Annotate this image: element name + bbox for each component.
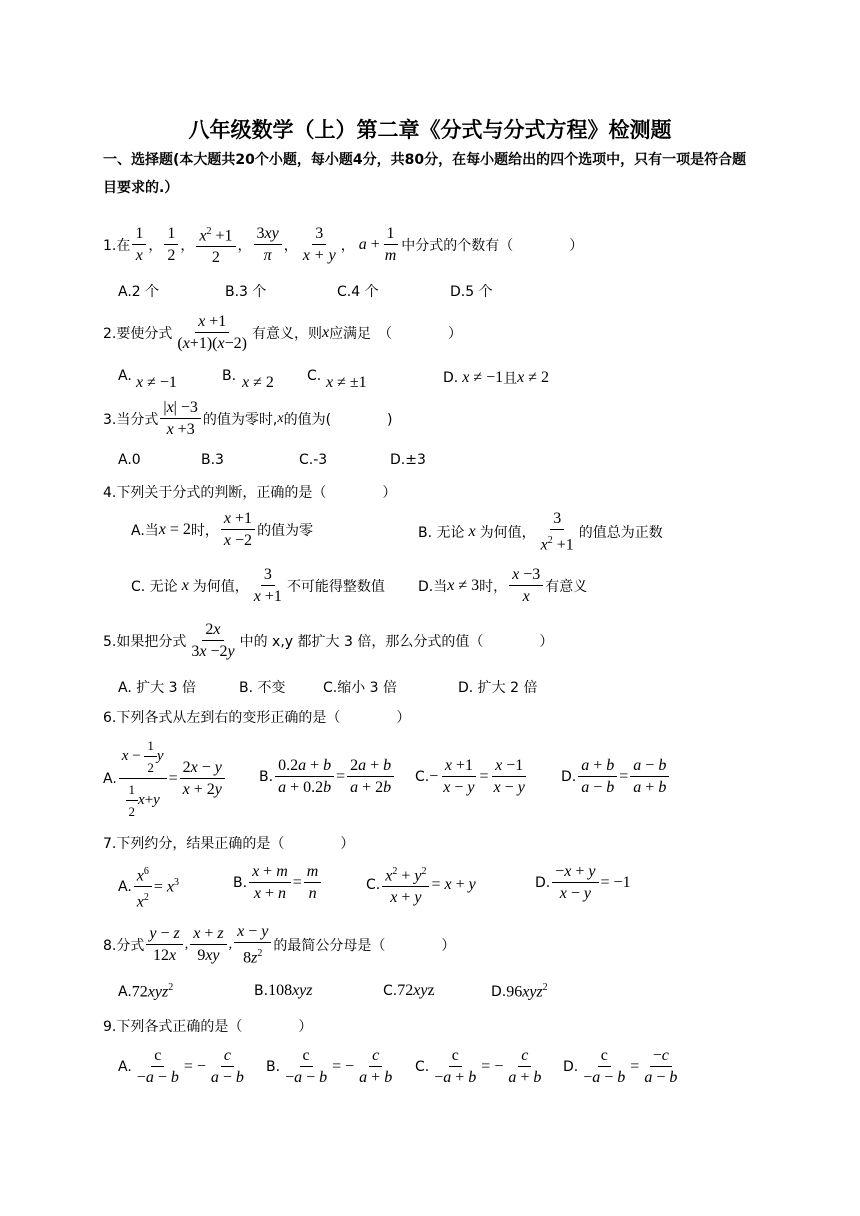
q3-option-a: A.0 — [118, 452, 141, 468]
fraction: $\frac{c}{a + b}$ — [508, 1047, 542, 1086]
fraction: $\frac{x -3}{x}$ — [509, 565, 543, 606]
fraction: $\frac{c}{-a - b}$ — [136, 1047, 179, 1086]
q6-option-d: D. $\frac{a + b}{a - b}$ = $\frac{a - b}{a + b}$ — [561, 756, 671, 797]
fraction: $\frac{2x}{3x -2y}$ — [191, 621, 235, 660]
fraction: $\frac{x - y}{8z^2}$ — [234, 922, 271, 967]
q5-suffix: 中的 x,y 都扩大 3 倍，那么分式的值（ ） — [239, 633, 554, 650]
fraction: $\frac{c}{-a - b}$ — [285, 1047, 328, 1086]
question-2 — [103, 312, 462, 353]
fraction: $\frac{x + m}{x + n}$ — [249, 862, 291, 903]
fraction: $\frac{2a + b}{a + 2b}$ — [347, 756, 394, 797]
q3-variable: x — [277, 410, 284, 426]
fraction: $\frac{x -1}{x - y}$ — [493, 757, 525, 796]
fraction: $\frac{c}{-a - b}$ — [583, 1047, 626, 1086]
fraction: $\frac{x^2 +1}{2}$ — [196, 222, 235, 267]
q2-suffix: 有意义，则 — [251, 325, 322, 342]
q8-suffix: 的最简公分母是（ ） — [273, 937, 456, 954]
q1-suffix: 中分式的个数有（ ） — [401, 237, 584, 254]
fraction: $\frac{c}{a - b}$ — [210, 1047, 244, 1086]
q7-option-b: B. $\frac{x + m}{x + n}$ = $\frac{m}{n}$ — [233, 862, 323, 903]
fraction: $\frac{2x - y}{x + 2y}$ — [180, 758, 225, 799]
fraction: $\frac{m}{n}$ — [304, 862, 322, 903]
q7-option-d: D. $\frac{-x + y}{x - y}$ = −1 — [535, 863, 631, 902]
fraction: $\frac{x +1}{(x+1)(x-2)}$ — [177, 313, 247, 352]
q9-stem: 9.下列各式正确的是（ ） — [103, 1019, 313, 1035]
q3-option-d: D.±3 — [390, 452, 426, 468]
fraction: $\frac{3}{x^2 +1}$ — [540, 510, 574, 554]
q9-option-b: B. $\frac{c}{-a - b}$ = − $\frac{c}{a + b}$ — [266, 1046, 397, 1087]
q7-option-a: A. $\frac{x^6}{x^2}$ = $x^3$ — [118, 862, 179, 912]
q5-option-b: B. 不变 — [239, 680, 286, 696]
fraction: $\frac{-c}{a - b}$ — [644, 1047, 678, 1086]
fraction: $\frac{c}{a + b}$ — [359, 1047, 393, 1086]
q1-option-c: C.4 个 — [337, 284, 379, 300]
q2-suffix2: 应满足 （ ） — [329, 325, 463, 342]
q1-option-a: A.2 个 — [118, 284, 160, 300]
q7-stem: 7.下列约分，结果正确的是（ ） — [103, 836, 355, 852]
q2-variable: x — [321, 323, 330, 341]
fraction: x − $\frac{1}{2}$ y $\frac{1}{2}$ x + y — [119, 736, 167, 821]
q8-option-c: C. 72xyz — [383, 982, 435, 999]
q1-prefix: 1.在 — [103, 237, 131, 254]
q8-option-b: B. 108xyz — [254, 982, 313, 999]
q8-prefix: 8.分式 — [103, 937, 145, 954]
q3-prefix: 3.当分式 — [103, 411, 159, 428]
q3-suffix: 的值为零时, — [202, 411, 278, 428]
fraction: $\frac{1}{x}$ — [132, 224, 146, 265]
q2-option-b: B. — [222, 368, 237, 384]
question-3 — [103, 398, 393, 439]
q9-option-d: D. $\frac{c}{-a - b}$ = $\frac{-c}{a - b}$ — [563, 1046, 682, 1087]
q3-option-c: C.-3 — [299, 452, 328, 468]
q2-option-b-expr: x ≠ 2 — [242, 374, 274, 391]
fraction: $\frac{0.2a + b}{a + 0.2b}$ — [275, 756, 334, 797]
fraction: $\frac{a + b}{a - b}$ — [578, 756, 617, 797]
q4-option-d: D.当 x ≠ 3 时， $\frac{x -3}{x}$ 有意义 — [418, 566, 588, 605]
q9-option-c: C. $\frac{c}{-a + b}$ = − $\frac{c}{a + b}$ — [415, 1046, 546, 1087]
q7-option-c: C. $\frac{x^2 + y^2}{x + y}$ = x + y — [366, 862, 476, 907]
q2-option-c-expr: x ≠ ±1 — [326, 374, 367, 391]
fraction: $\frac{x^6}{x^2}$ — [134, 862, 152, 912]
q5-prefix: 5.如果把分式 — [103, 633, 187, 650]
q6-option-b: B. $\frac{0.2a + b}{a + 0.2b}$ = $\frac{2a + b}{a + 2b}$ — [259, 756, 396, 797]
fraction: $\frac{x +1}{x -2}$ — [221, 509, 255, 550]
fraction: $\frac{x + z}{9xy}$ — [190, 924, 226, 965]
fraction: $\frac{y - z}{12x}$ — [146, 924, 182, 965]
q4-option-b: B. 无论 x 为何值， $\frac{3}{x^2 +1}$ 的值总为正数 — [418, 510, 663, 554]
q5-option-c: C.缩小 3 倍 — [323, 680, 398, 696]
q3-suffix2: 的值为( ) — [283, 411, 393, 428]
fraction: $\frac{x +1}{x - y}$ — [443, 757, 475, 796]
q6-option-c: C. − $\frac{x +1}{x - y}$ = $\frac{x -1}{x - y}$ — [415, 756, 530, 797]
q4-stem: 4.下列关于分式的判断，正确的是（ ） — [103, 485, 397, 501]
fraction: $\frac{|x| -3}{x +3}$ — [160, 398, 201, 439]
fraction: $\frac{1}{m}$ — [384, 225, 397, 265]
fraction: $\frac{x^2 + y^2}{x + y}$ — [382, 862, 429, 907]
fraction: $\frac{3xy}{\pi}$ — [254, 224, 282, 265]
q2-option-d: D. x ≠ −1 且 x ≠ 2 — [443, 369, 550, 387]
fraction: $\frac{c}{-a + b}$ — [434, 1047, 477, 1086]
q6-option-a: A. x − $\frac{1}{2}$ y $\frac{1}{2}$ x + y = $\frac{2x - y}{x + 2y}$ — [103, 736, 227, 821]
q4-option-a: A.当 x = 2 时， $\frac{x +1}{x -2}$ 的值为零 — [131, 510, 314, 549]
fraction: $\frac{-x + y}{x - y}$ — [552, 862, 598, 903]
q9-option-a: A. $\frac{c}{-a - b}$ = − $\frac{c}{a - b}$ — [118, 1046, 249, 1087]
q1-option-b: B.3 个 — [225, 284, 267, 300]
q3-option-b: B.3 — [201, 452, 224, 468]
fraction: $\frac{1}{2}$ — [164, 224, 178, 265]
q2-option-c: C. — [307, 368, 322, 384]
q6-stem: 6.下列各式从左到右的变形正确的是（ ） — [103, 710, 411, 726]
q4-option-c: C. 无论 x 为何值， $\frac{3}{x +1}$ 不可能得整数值 — [131, 566, 385, 605]
q8-option-a: A. 72xyz$^2$ — [118, 982, 174, 1001]
fraction: $\frac{3}{x +1}$ — [253, 566, 282, 605]
question-1: 1.在 $\frac{1}{x}$ ， $\frac{1}{2}$ ， $\frac{x^2 +1}{2}$ ， $\frac{3xy}{\pi}$ ， $\frac{3}{x + y}$ ， a + $\frac{1}{m}$ 中分式的个数有（ ） — [103, 222, 583, 267]
q2-prefix: 2.要使分式 — [103, 325, 173, 342]
q1-option-d: D.5 个 — [450, 284, 493, 300]
fraction: $\frac{a - b}{a + b}$ — [630, 756, 669, 797]
q5-option-a: A. 扩大 3 倍 — [118, 680, 197, 696]
q5-option-d: D. 扩大 2 倍 — [458, 680, 538, 696]
q2-option-a: A. — [118, 368, 132, 384]
section-heading: 一、选择题(本大题共20个小题，每小题4分，共80分，在每小题给出的四个选项中，只有一项是符合题目要求的.） — [103, 152, 747, 196]
q8-option-d: D. 96xyz$^2$ — [491, 982, 548, 1001]
page-title: 八年级数学（上）第二章《分式与分式方程》检测题 — [188, 118, 672, 142]
fraction: $\frac{3}{x + y}$ — [302, 225, 336, 265]
question-8: 8.分式 $\frac{y - z}{12x}$ , $\frac{x + z}{9xy}$ , $\frac{x - y}{8z^2}$ 的最简公分母是（ ） — [103, 923, 456, 967]
q2-option-a-expr: x ≠ −1 — [136, 374, 177, 391]
question-5 — [103, 620, 553, 661]
